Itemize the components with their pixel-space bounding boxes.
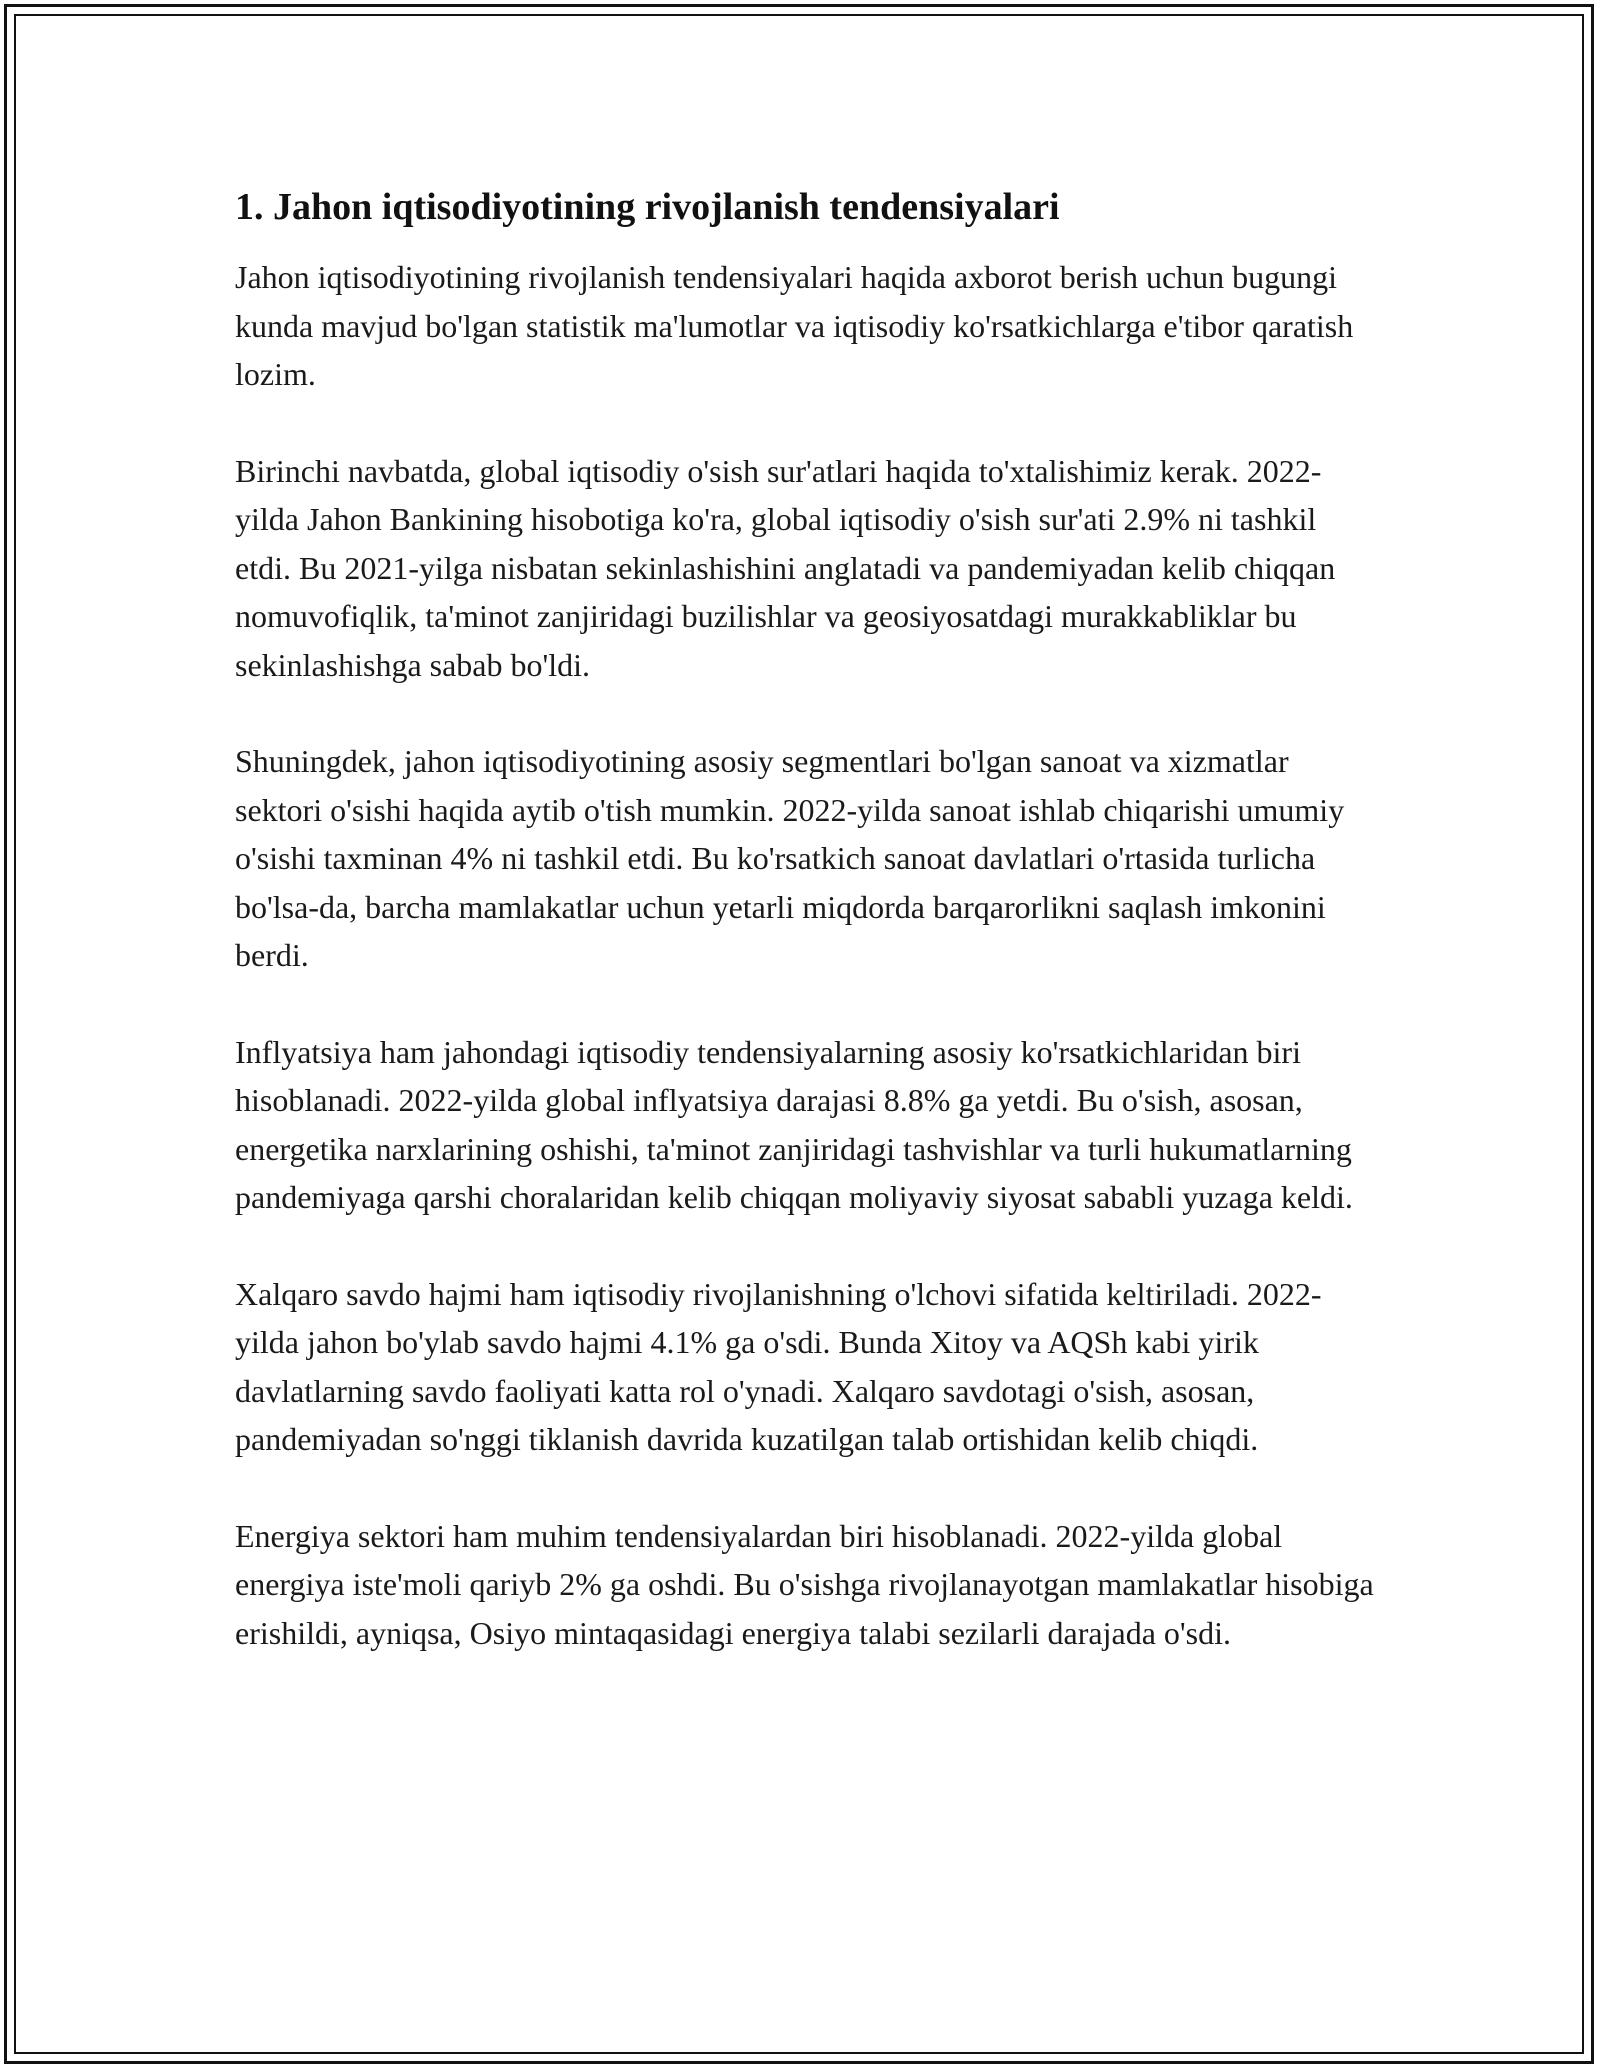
section-heading: 1. Jahon iqtisodiyotining rivojlanish tendensiyalari xyxy=(235,186,1060,228)
paragraph-trade: Xalqaro savdo hajmi ham iqtisodiy rivojlanishning o'lchovi sifatida keltiriladi. 2022-yilda jahon bo'ylab savdo hajmi 4.1% ga o'sdi. Bunda Xitoy va AQSh kabi yirik davlatlarning savdo faoliyati katta rol o'ynadi. Xalqaro savdotagi o'sish, asosan, pandemiyadan so'nggi tiklanish davrida kuzatilgan talab ortishidan kelib chiqdi. xyxy=(235,1275,1322,1457)
paragraph-global-growth: Birinchi navbatda, global iqtisodiy o'sish sur'atlari haqida to'xtalishimiz kerak. 2022-yilda Jahon Bankining hisobotiga ko'ra, global iqtisodiy o'sish sur'ati 2.9% ni tashkil etdi. Bu 2021-yilga nisbatan sekinlashishini anglatadi va pandemiyadan kelib chiqqan nomuvofiqlik, ta'minot zanjiridagi buzilishlar va geosiyosatdagi murakkabliklar bu sekinlashishga sabab bo'ldi. xyxy=(235,452,1336,683)
paragraph-industry-services: Shuningdek, jahon iqtisodiyotining asosiy segmentlari bo'lgan sanoat va xizmatlar sektori o'sishi haqida aytib o'tish mumkin. 2022-yilda sanoat ishlab chiqarishi umumiy o'sishi taxminan 4% ni tashkil etdi. Bu ko'rsatkich sanoat davlatlari o'rtasida turlicha bo'lsa-da, barcha mamlakatlar uchun yetarli miqdorda barqarorlikni saqlash imkonini berdi. xyxy=(235,743,1345,973)
paragraph-intro: Jahon iqtisodiyotining rivojlanish tendensiyalari haqida axborot berish uchun bugungi kunda mavjud bo'lgan statistik ma'lumotlar va iqtisodiy ko'rsatkichlarga e'tibor qaratish lozim. xyxy=(235,259,1354,392)
document-body xyxy=(235,183,1375,1705)
paragraph-inflation: Inflyatsiya ham jahondagi iqtisodiy tendensiyalarning asosiy ko'rsatkichlaridan biri hisoblanadi. 2022-yilda global inflyatsiya darajasi 8.8% ga yetdi. Bu o'sish, asosan, energetika narxlarining oshishi, ta'minot zanjiridagi tashvishlar va turli hukumatlarning pandemiyaga qarshi choralaridan kelib chiqqan moliyaviy siyosat sababli yuzaga keldi. xyxy=(235,1033,1353,1215)
paragraph-energy: Energiya sektori ham muhim tendensiyalardan biri hisoblanadi. 2022-yilda global energiya iste'moli qariyb 2% ga oshdi. Bu o'sishga rivojlanayotgan mamlakatlar hisobiga erishildi, ayniqsa, Osiyo mintaqasidagi energiya talabi sezilarli darajada o'sdi. xyxy=(235,1517,1374,1651)
